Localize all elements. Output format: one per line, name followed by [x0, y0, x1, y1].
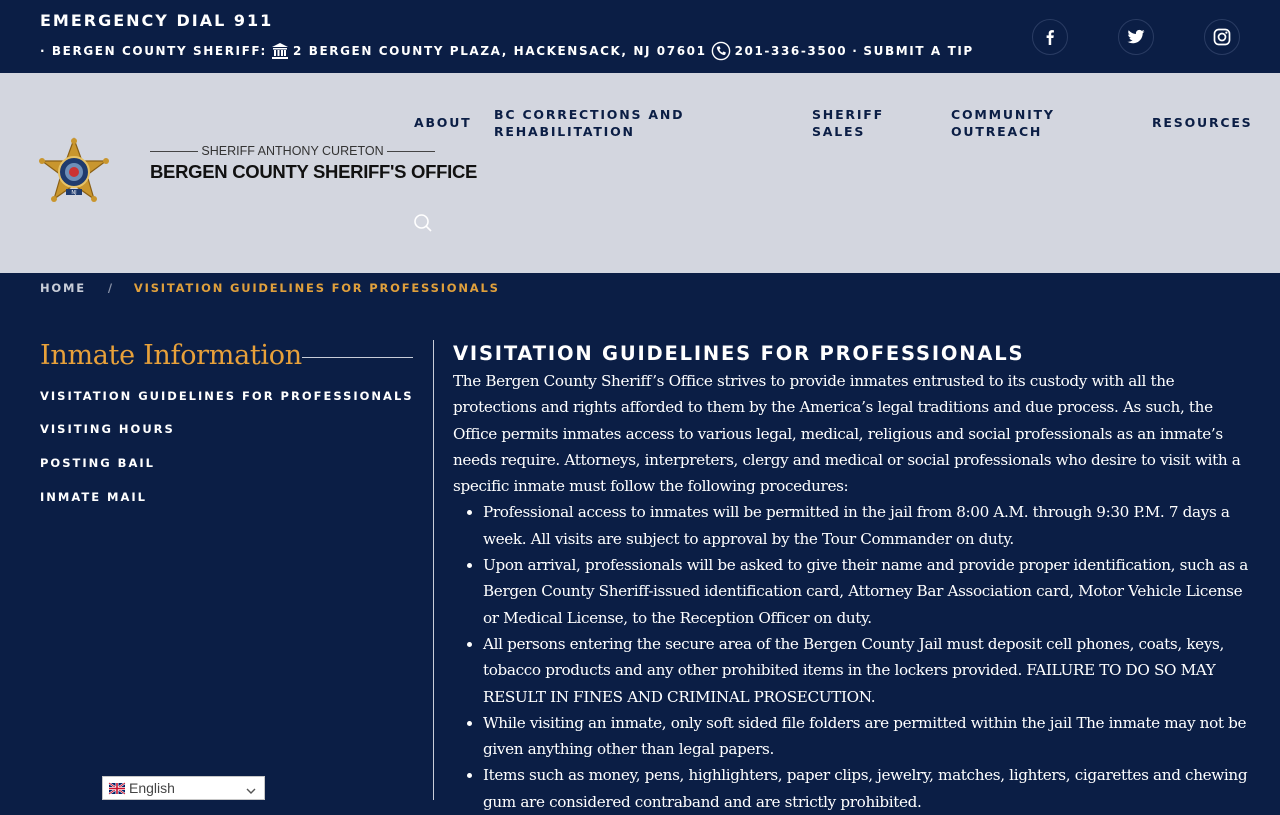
procedures-list — [453, 499, 1248, 815]
list-item: • All persons entering the secure area of the Bergen County Jail must deposit cell phones, coats, keys, tobacco products and any other prohibited items in the lockers provided. FAILURE TO DO SO MAY RESULT IN FINES AND CRIMINAL PROSECUTION. — [483, 631, 1248, 710]
nav-corrections[interactable] — [494, 106, 684, 140]
language-label: English — [129, 780, 175, 796]
search-icon[interactable] — [413, 213, 433, 238]
top-bar — [0, 0, 1280, 73]
site-header — [0, 73, 1280, 273]
contact-line — [40, 41, 974, 61]
logo-title: BERGEN COUNTY SHERIFF'S OFFICE — [150, 161, 478, 182]
nav-sales-line1: SHERIFF — [812, 107, 884, 122]
list-item: • Items such as money, pens, highlighters, paper clips, jewelry, matches, lighters, cigarettes and chewing gum are considered contraband and are strictly prohibited. — [483, 762, 1248, 815]
submit-tip-link[interactable]: SUBMIT A TIP — [863, 44, 974, 58]
twitter-icon[interactable] — [1118, 19, 1154, 55]
sidebar-title: Inmate Information — [40, 340, 302, 371]
nav-corrections-line1: BC CORRECTIONS AND — [494, 107, 685, 122]
instagram-icon[interactable] — [1204, 19, 1240, 55]
phone-icon — [711, 41, 731, 61]
address: 2 BERGEN COUNTY PLAZA, HACKENSACK, NJ 07601 — [292, 44, 707, 58]
sidebar-item-inmate-mail[interactable]: INMATE MAIL — [40, 490, 148, 504]
nav-outreach-line2: OUTREACH — [951, 124, 1043, 139]
separator-dot: · — [852, 44, 859, 58]
column-divider — [433, 340, 434, 800]
svg-text:NJ: NJ — [71, 190, 77, 196]
page-title: VISITATION GUIDELINES FOR PROFESSIONALS — [453, 342, 1025, 365]
sheriff-badge-icon — [38, 137, 110, 214]
sidebar-item-visitation-guidelines[interactable]: VISITATION GUIDELINES FOR PROFESSIONALS — [40, 389, 414, 403]
nav-corrections-line2: REHABILITATION — [494, 124, 635, 139]
sheriff-label: · BERGEN COUNTY SHERIFF: — [40, 44, 267, 58]
breadcrumb — [40, 281, 500, 295]
nav-sales-line2: SALES — [812, 124, 866, 139]
language-selector[interactable] — [102, 776, 265, 800]
chevron-down-icon — [246, 783, 256, 799]
list-item: • Upon arrival, professionals will be asked to give their name and provide proper identification, such as a Bergen County Sheriff-issued identification card, Attorney Bar Association card, Motor Vehicle License or Medical License, to the Reception Officer on duty. — [483, 552, 1248, 631]
breadcrumb-separator: / — [107, 281, 114, 295]
facebook-icon[interactable] — [1032, 19, 1068, 55]
emergency-number: EMERGENCY DIAL 911 — [40, 11, 274, 30]
nav-sheriff-sales[interactable] — [812, 106, 884, 140]
building-icon — [271, 42, 289, 60]
nav-outreach-line1: COMMUNITY — [951, 107, 1055, 122]
phone-link[interactable]: 201-336-3500 — [734, 44, 848, 58]
intro-paragraph: The Bergen County Sheriff’s Office strives to provide inmates entrusted to its custody with all the protections and rights afforded to them by the America’s legal traditions and due process. As such, the Office permits inmates access to various legal, medical, religious and social professionals as an inmate’s needs require. Attorneys, interpreters, clergy and medical or social professionals who desire to visit with a specific inmate must follow the following procedures: — [453, 372, 1241, 496]
list-item: • Professional access to inmates will be permitted in the jail from 8:00 A.M. through 9:30 P.M. 7 days a week. All visits are subject to approval by the Tour Commander on duty. — [483, 499, 1248, 552]
nav-about[interactable]: ABOUT — [414, 115, 472, 130]
nav-resources[interactable]: RESOURCES — [1152, 115, 1253, 130]
sidebar-title-rule — [302, 357, 413, 358]
sidebar-item-posting-bail[interactable]: POSTING BAIL — [40, 456, 155, 470]
breadcrumb-current: VISITATION GUIDELINES FOR PROFESSIONALS — [133, 281, 500, 295]
sidebar-item-visiting-hours[interactable]: VISITING HOURS — [40, 422, 175, 436]
uk-flag-icon — [109, 783, 125, 794]
site-logo[interactable] — [38, 137, 478, 209]
logo-subtitle: SHERIFF ANTHONY CURETON — [150, 144, 435, 158]
breadcrumb-home[interactable]: HOME — [40, 281, 86, 295]
nav-community-outreach[interactable] — [951, 106, 1055, 140]
list-item: • While visiting an inmate, only soft sided file folders are permitted within the jail The inmate may not be given anything other than legal papers. — [483, 710, 1248, 763]
main-content — [453, 368, 1248, 815]
